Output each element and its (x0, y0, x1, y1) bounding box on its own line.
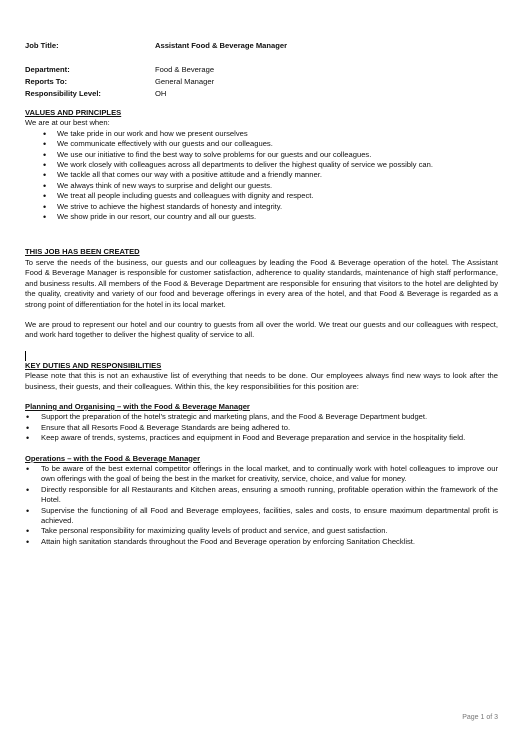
values-item: • We tackle all that comes our way with a positive attitude and a friendly manner. (43, 170, 498, 180)
created-paragraph-1: To serve the needs of the business, our guests and our colleagues by leading the Food & Beverage operation of the hotel. The Assistant Food & Beverage Manager is responsible for customer satisfaction, adherence to quality standards, maintenance of high staff performance, and business results. All members of the Food & Beverage Department are responsible for ensuring that visitors to the hotel are delighted by the quality, creativity and variety of our food and beverage offerings in every area of the hotel, and that Food & Beverage is regarded as a strong point of differentiation for the hotel in its local market. (25, 257, 498, 309)
planning-heading: Planning and Organising – with the Food & Beverage Manager (25, 401, 250, 411)
duties-intro: Please note that this is not an exhaustive list of everything that needs to be done. Our employees always find new ways to look after the business, their guests, and their colleagues. Within this, the key responsibilities for this position are: (25, 371, 498, 391)
reports-to-label: Reports To: (25, 77, 68, 86)
responsibility-label: Responsibility Level: (25, 89, 101, 98)
values-item: • We show pride in our resort, our country and all our guests. (43, 212, 498, 222)
responsibility-value: OH (155, 89, 167, 98)
values-heading: VALUES AND PRINCIPLES (25, 108, 122, 117)
document-content (25, 40, 498, 547)
job-title-row (25, 40, 498, 52)
department-value: Food & Beverage (155, 65, 215, 74)
duties-heading: KEY DUTIES AND RESPONSIBILITIES (25, 360, 162, 370)
operations-item: • Supervise the functioning of all Food and Beverage employees, facilities, sales and costs, to ensure maximum departmental profit is achieved. (25, 506, 498, 527)
values-item: • We work closely with colleagues across all departments to deliver the highest quality of service we possibly can. (43, 160, 498, 170)
job-title-label: Job Title: (25, 41, 59, 50)
created-paragraph-2: We are proud to represent our hotel and our country to guests from all over the world. We treat our guests and our colleagues with respect, and work hard together to deliver the highest quality of service to all. (25, 319, 498, 340)
operations-heading: Operations – with the Food & Beverage Manager (25, 453, 201, 463)
values-intro: We are at our best when: (25, 118, 110, 128)
values-item: • We take pride in our work and how we present ourselves (43, 129, 498, 139)
responsibility-row (25, 88, 498, 100)
job-title-value: Assistant Food & Beverage Manager (155, 41, 288, 50)
reports-to-row (25, 76, 498, 88)
values-item: • We strive to achieve the highest standards of honesty and integrity. (43, 202, 498, 212)
values-item: • We treat all people including guests and colleagues with dignity and respect. (43, 191, 498, 201)
planning-item: • Ensure that all Resorts Food & Beverage Standards are being adhered to. (25, 423, 498, 433)
department-row (25, 64, 498, 76)
department-label: Department: (25, 65, 70, 74)
page-number: Page 1 of 3 (462, 714, 498, 721)
text-cursor[interactable] (25, 351, 26, 361)
operations-item: • Take personal responsibility for maximizing quality levels of product and service, and guest satisfaction. (25, 526, 498, 536)
operations-item: • Attain high sanitation standards throughout the Food and Beverage operation by enforcing Sanitation Checklist. (25, 537, 498, 547)
values-item: • We use our initiative to find the best way to solve problems for our guests and our colleagues. (43, 150, 498, 160)
values-item: • We communicate effectively with our guests and our colleagues. (43, 139, 498, 149)
operations-item: • To be aware of the best external competitor offerings in the local market, and to continually work with hotel colleagues to improve our own offerings with the goal of being the best in the market for creativity, service, choice, and value for money. (25, 464, 498, 485)
values-item: • We always think of new ways to surprise and delight our guests. (43, 181, 498, 191)
operations-item: • Directly responsible for all Restaurants and Kitchen areas, ensuring a smooth running, profitable operation within the framework of the Hotel. (25, 485, 498, 506)
reports-to-value: General Manager (155, 77, 215, 86)
planning-list (25, 412, 498, 443)
planning-item: • Support the preparation of the hotel’s strategic and marketing plans, and the Food & Beverage Department budget. (25, 412, 498, 422)
planning-item: • Keep aware of trends, systems, practices and equipment in Food and Beverage preparation and service in the hospitality field. (25, 433, 498, 443)
values-list (25, 129, 498, 223)
created-heading: THIS JOB HAS BEEN CREATED (25, 247, 140, 257)
operations-list (25, 464, 498, 547)
